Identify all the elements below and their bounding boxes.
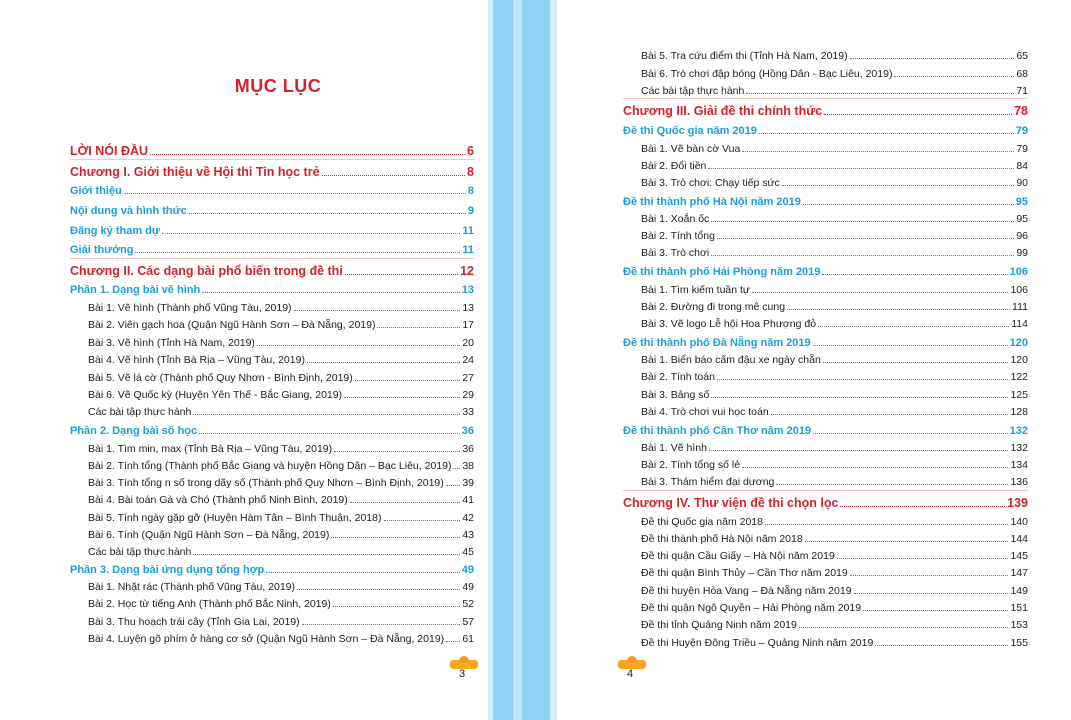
toc-entry-page: 61: [462, 633, 474, 645]
toc-entry-title: Bài 2. Đường đi trong mê cung: [641, 301, 786, 313]
toc-entry-page: 65: [1016, 50, 1028, 62]
toc-entry-page: 38: [462, 460, 474, 472]
dot-leader: [345, 274, 458, 275]
toc-entry[interactable]: [641, 406, 1028, 418]
page-number-right: 4: [627, 668, 634, 680]
dot-leader: [803, 204, 1014, 205]
toc-entry[interactable]: [88, 319, 474, 331]
toc-entry-title: Bài 1. Tìm kiếm tuần tự: [641, 284, 750, 296]
toc-entry-title: Bài 6. Vẽ Quốc kỳ (Huyện Yên Thế - Bắc Giang, 2019): [88, 389, 343, 401]
toc-entry-page: 106: [1010, 284, 1028, 296]
toc-entry-title: Bài 2. Tính tổng: [641, 230, 715, 242]
toc-entry-title: Bài 5. Tra cứu điểm thi (Tỉnh Hà Nam, 2019): [641, 50, 848, 62]
toc-entry-page: 96: [1016, 230, 1028, 242]
toc-entry-title: Đề thi Huyện Đông Triều – Quảng Ninh năm 2019: [641, 637, 874, 649]
toc-entry-title: Bài 4. Luyện gõ phím ở hàng cơ sở (Quận Ngũ Hành Sơn – Đà Nẵng, 2019): [88, 633, 445, 645]
toc-entry-page: 84: [1016, 160, 1028, 172]
dot-leader: [124, 193, 466, 194]
toc-entry-page: 147: [1010, 567, 1028, 579]
toc-entry-page: 149: [1010, 585, 1028, 597]
toc-entry-page: 13: [461, 284, 474, 296]
dot-leader: [746, 93, 1014, 94]
toc-entry-page: 36: [461, 425, 474, 437]
toc-entry-page: 132: [1009, 425, 1028, 437]
dot-leader: [446, 641, 460, 642]
toc-entry-title: Đề thi tỉnh Quảng Ninh năm 2019: [641, 619, 797, 631]
toc-entry-title: Đề thi thành phố Hà Nội năm 2019: [623, 196, 801, 208]
toc-entry-title: Bài 1. Nhặt rác (Thành phố Vũng Tàu, 2019): [88, 581, 296, 593]
toc-entry-page: 41: [462, 494, 474, 506]
dot-leader: [453, 468, 460, 469]
dot-leader: [150, 154, 465, 155]
dot-leader: [759, 133, 1014, 134]
toc-entry-title: Đề thi thành phố Hà Nội năm 2018: [641, 533, 803, 545]
toc-entry-page: 136: [1010, 476, 1028, 488]
dot-leader: [333, 606, 460, 607]
dot-leader: [193, 414, 460, 415]
toc-entry-title: Giải thưởng: [70, 244, 134, 256]
toc-entry[interactable]: [70, 225, 474, 237]
toc-entry-title: Chương III. Giải đề thi chính thức: [623, 104, 823, 118]
dot-leader: [863, 610, 1008, 611]
toc-entry-page: 79: [1016, 143, 1028, 155]
dot-leader: [307, 362, 460, 363]
toc-entry-title: Đề thi quận Bình Thủy – Cần Thơ năm 2019: [641, 567, 848, 579]
dot-leader: [711, 221, 1014, 222]
toc-entry-title: Bài 3. Vẽ hình (Tỉnh Hà Nam, 2019): [88, 337, 255, 349]
dot-leader: [377, 327, 460, 328]
toc-entry-title: Đề thi thành phố Đà Nẵng năm 2019: [623, 337, 811, 349]
toc-entry-page: 11: [462, 225, 474, 237]
toc-entry[interactable]: [641, 230, 1028, 242]
toc-entry-title: Bài 4. Vẽ hình (Tỉnh Bà Rịa – Vũng Tàu, 2019): [88, 354, 305, 366]
dot-leader: [257, 345, 460, 346]
toc-entry-page: 106: [1009, 266, 1028, 278]
toc-entry-title: Bài 5. Tính ngày gặp gỡ (Huyện Hàm Tân – Bình Thuận, 2018): [88, 512, 382, 524]
dot-leader: [799, 627, 1009, 628]
toc-entry-page: 90: [1016, 177, 1028, 189]
toc-entry-title: Đề thi huyện Hòa Vang – Đà Nẵng năm 2019: [641, 585, 852, 597]
dot-leader: [875, 645, 1008, 646]
toc-entry-page: 128: [1010, 406, 1028, 418]
dot-leader: [894, 76, 1014, 77]
toc-entry[interactable]: [88, 529, 474, 541]
toc-entry[interactable]: [641, 213, 1028, 225]
toc-entry[interactable]: [70, 425, 474, 437]
toc-entry-title: Đề thi quận Ngô Quyền – Hải Phòng năm 2019: [641, 602, 862, 614]
dot-leader: [752, 292, 1009, 293]
toc-entry-page: 27: [462, 372, 474, 384]
toc-entry[interactable]: [70, 205, 474, 217]
toc-entry-title: Nội dung và hình thức: [70, 205, 187, 217]
toc-entry-title: Chương II. Các dạng bài phổ biến trong đề thi: [70, 264, 343, 278]
toc-entry[interactable]: [70, 284, 474, 296]
toc-entry[interactable]: [88, 477, 474, 489]
toc-entry[interactable]: [70, 165, 474, 179]
dot-leader: [742, 467, 1008, 468]
toc-entry[interactable]: [641, 389, 1028, 401]
toc-entry[interactable]: [641, 442, 1028, 454]
toc-entry-title: Bài 3. Vẽ logo Lễ hội Hoa Phượng đỏ: [641, 318, 817, 330]
dot-leader: [162, 233, 460, 234]
toc-entry[interactable]: [623, 496, 1028, 510]
toc-entry[interactable]: [88, 302, 474, 314]
toc-entry-title: Các bài tập thực hành: [88, 546, 192, 558]
toc-entry-title: Bài 5. Vẽ lá cờ (Thành phố Quy Nhơn - Bình Định, 2019): [88, 372, 353, 384]
dot-leader: [708, 168, 1014, 169]
toc-entry[interactable]: [641, 85, 1028, 97]
dot-leader: [742, 151, 1014, 152]
toc-entry-page: 8: [467, 165, 474, 179]
toc-entry-page: 71: [1016, 85, 1028, 97]
dot-leader: [717, 238, 1014, 239]
toc-entry-title: Bài 4. Bài toán Gà và Chó (Thành phố Ninh Bình, 2019): [88, 494, 348, 506]
dot-leader: [813, 433, 1008, 434]
toc-entry-page: 20: [462, 337, 474, 349]
section-divider: [70, 258, 474, 259]
toc-entry-title: Phần 1. Dạng bài vẽ hình: [70, 284, 201, 296]
spine-band: [493, 0, 513, 720]
toc-entry-page: 49: [462, 581, 474, 593]
toc-entry[interactable]: [88, 372, 474, 384]
toc-entry-title: Đề thi thành phố Hải Phòng năm 2019: [623, 266, 821, 278]
toc-entry[interactable]: [88, 581, 474, 593]
toc-entry[interactable]: [641, 550, 1028, 562]
toc-entry-page: 68: [1016, 68, 1028, 80]
spine-band: [513, 0, 522, 720]
toc-entry-page: 151: [1010, 602, 1028, 614]
dot-leader: [805, 541, 1009, 542]
spine-band: [550, 0, 557, 720]
toc-entry[interactable]: [641, 637, 1028, 649]
toc-entry-page: 52: [462, 598, 474, 610]
toc-entry[interactable]: [641, 160, 1028, 172]
dot-leader: [854, 593, 1009, 594]
toc-entry-title: Bài 4. Trò chơi vui học toán: [641, 406, 769, 418]
dot-leader: [193, 554, 460, 555]
toc-entry-title: Bài 3. Tính tổng n số trong dãy số (Thành phố Quy Nhơn – Bình Định, 2019): [88, 477, 444, 489]
dot-leader: [322, 175, 466, 176]
toc-entry-title: Bài 2. Tính tổng số lẻ: [641, 459, 741, 471]
dot-leader: [302, 624, 461, 625]
dot-leader: [837, 558, 1009, 559]
page-title: MỤC LỤC: [234, 76, 322, 96]
toc-entry[interactable]: [641, 619, 1028, 631]
toc-entry[interactable]: [70, 244, 474, 256]
toc-entry[interactable]: [88, 512, 474, 524]
dot-leader: [202, 292, 460, 293]
toc-entry-title: Bài 3. Thu hoạch trái cây (Tỉnh Gia Lai, 2019): [88, 616, 300, 628]
dot-leader: [331, 537, 460, 538]
toc-entry[interactable]: [88, 354, 474, 366]
toc-entry[interactable]: [88, 598, 474, 610]
dot-leader: [446, 485, 461, 486]
dot-leader: [350, 502, 461, 503]
toc-entry-title: Đăng ký tham dự: [70, 225, 160, 237]
toc-entry[interactable]: [641, 371, 1028, 383]
toc-entry[interactable]: [623, 196, 1028, 208]
toc-entry[interactable]: [88, 494, 474, 506]
toc-entry[interactable]: [70, 144, 474, 158]
toc-entry[interactable]: [623, 104, 1028, 118]
toc-entry[interactable]: [641, 68, 1028, 80]
toc-entry[interactable]: [623, 425, 1028, 437]
toc-entry-title: Chương IV. Thư viện đề thi chọn lọc: [623, 496, 839, 510]
toc-entry[interactable]: [70, 264, 474, 278]
dot-leader: [765, 524, 1008, 525]
toc-entry-page: 153: [1010, 619, 1028, 631]
toc-entry-title: LỜI NÓI ĐẦU: [70, 144, 149, 158]
toc-entry-title: Bài 2. Đổi tiền: [641, 160, 707, 172]
dot-leader: [199, 433, 460, 434]
toc-entry-page: 120: [1010, 354, 1028, 366]
toc-entry[interactable]: [641, 318, 1028, 330]
toc-entry[interactable]: [88, 633, 474, 645]
dot-leader: [776, 484, 1008, 485]
toc-entry[interactable]: [641, 516, 1028, 528]
toc-entry-title: Bài 2. Tính toán: [641, 371, 715, 383]
toc-entry[interactable]: [88, 389, 474, 401]
toc-entry-page: 43: [462, 529, 474, 541]
toc-entry-title: Các bài tập thực hành: [641, 85, 745, 97]
dot-leader: [297, 589, 460, 590]
toc-entry-title: Phần 3. Dạng bài ứng dụng tổng hợp: [70, 564, 265, 576]
dot-leader: [850, 575, 1009, 576]
toc-entry[interactable]: [88, 546, 474, 558]
toc-entry-page: 45: [462, 546, 474, 558]
toc-entry-page: 78: [1014, 104, 1028, 118]
page-number-left: 3: [459, 668, 466, 680]
toc-entry-title: Bài 3. Bảng số: [641, 389, 710, 401]
toc-entry-title: Chương I. Giới thiệu về Hội thi Tin học trẻ: [70, 165, 320, 179]
toc-entry[interactable]: [623, 337, 1028, 349]
toc-entry[interactable]: [88, 337, 474, 349]
toc-entry-page: 99: [1016, 247, 1028, 259]
toc-entry[interactable]: [641, 354, 1028, 366]
toc-entry-title: Bài 3. Trò chơi: Chạy tiếp sức: [641, 177, 780, 189]
dot-leader: [840, 506, 1005, 507]
toc-entry[interactable]: [623, 125, 1028, 137]
toc-entry[interactable]: [641, 567, 1028, 579]
toc-entry-title: Bài 3. Thám hiểm đại dương: [641, 476, 775, 488]
dot-leader: [813, 345, 1008, 346]
toc-entry-page: 140: [1010, 516, 1028, 528]
toc-entry[interactable]: [88, 616, 474, 628]
section-divider: [623, 490, 1028, 491]
toc-entry-page: 132: [1010, 442, 1028, 454]
toc-entry[interactable]: [641, 247, 1028, 259]
toc-entry-page: 145: [1010, 550, 1028, 562]
toc-entry[interactable]: [70, 564, 474, 576]
dot-leader: [384, 520, 461, 521]
toc-entry[interactable]: [623, 266, 1028, 278]
toc-entry[interactable]: [641, 301, 1028, 313]
toc-entry-page: 120: [1009, 337, 1028, 349]
dot-leader: [294, 310, 461, 311]
toc-entry-page: 79: [1015, 125, 1028, 137]
toc-entry-page: 122: [1010, 371, 1028, 383]
toc-entry-title: Bài 6. Trò chơi đập bóng (Hồng Dân - Bạc Liêu, 2019): [641, 68, 893, 80]
toc-entry-page: 12: [460, 264, 474, 278]
section-divider: [70, 159, 474, 160]
dot-leader: [717, 379, 1009, 380]
toc-entry-title: Bài 1. Biển báo cấm đậu xe ngày chẵn: [641, 354, 821, 366]
dot-leader: [822, 274, 1007, 275]
toc-entry-page: 139: [1007, 496, 1028, 510]
toc-entry[interactable]: [641, 143, 1028, 155]
toc-entry-page: 13: [462, 302, 474, 314]
toc-entry-page: 9: [467, 205, 474, 217]
toc-entry-page: 155: [1010, 637, 1028, 649]
toc-entry-page: 33: [462, 406, 474, 418]
toc-entry-page: 36: [462, 443, 474, 455]
toc-entry[interactable]: [641, 533, 1028, 545]
dot-leader: [850, 58, 1015, 59]
dot-leader: [823, 362, 1009, 363]
toc-entry[interactable]: [641, 585, 1028, 597]
toc-entry-page: 8: [467, 185, 474, 197]
toc-entry[interactable]: [88, 443, 474, 455]
toc-entry-title: Bài 1. Vẽ hình (Thành phố Vũng Tàu, 2019): [88, 302, 292, 314]
dot-leader: [711, 255, 1014, 256]
toc-entry-title: Bài 2. Tính tổng (Thành phố Bắc Giang và huyện Hồng Dân – Bạc Liêu, 2019): [88, 460, 452, 472]
toc-entry-page: 144: [1010, 533, 1028, 545]
toc-entry-title: Bài 3. Trò chơi: [641, 247, 710, 259]
dot-leader: [334, 451, 460, 452]
section-divider: [623, 98, 1028, 99]
toc-entry-page: 49: [461, 564, 474, 576]
toc-entry-page: 6: [467, 144, 474, 158]
toc-entry-title: Bài 2. Viên gạch hoa (Quận Ngũ Hành Sơn – Đà Nẵng, 2019): [88, 319, 376, 331]
toc-entry-title: Bài 6. Tính (Quận Ngũ Hành Sơn – Đà Nẵng, 2019): [88, 529, 330, 541]
toc-entry-page: 95: [1016, 213, 1028, 225]
toc-entry[interactable]: [88, 460, 474, 472]
toc-entry-page: 17: [462, 319, 474, 331]
toc-entry-title: Đề thi Quốc gia năm 2019: [623, 125, 757, 137]
toc-entry-title: Bài 1. Vẽ hình: [641, 442, 707, 454]
toc-entry-page: 134: [1010, 459, 1028, 471]
toc-entry-title: Đề thi thành phố Cần Thơ năm 2019: [623, 425, 812, 437]
toc-entry-page: 57: [462, 616, 474, 628]
dot-leader: [189, 213, 466, 214]
dot-leader: [818, 326, 1009, 327]
toc-entry-page: 29: [462, 389, 474, 401]
toc-entry[interactable]: [641, 50, 1028, 62]
toc-entry[interactable]: [641, 476, 1028, 488]
dot-leader: [782, 185, 1015, 186]
dot-leader: [709, 450, 1009, 451]
toc-entry-page: 111: [1012, 301, 1028, 313]
toc-entry-title: Bài 1. Vẽ bàn cờ Vua: [641, 143, 741, 155]
toc-entry-title: Phần 2. Dạng bài số học: [70, 425, 198, 437]
dot-leader: [771, 414, 1009, 415]
toc-entry-page: 114: [1011, 318, 1028, 330]
dot-leader: [344, 397, 460, 398]
toc-entry-page: 24: [462, 354, 474, 366]
dot-leader: [135, 252, 460, 253]
toc-entry[interactable]: [641, 284, 1028, 296]
toc-entry-title: Bài 1. Tìm min, max (Tỉnh Bà Rịa – Vũng Tàu, 2019): [88, 443, 333, 455]
toc-entry-title: Bài 2. Học từ tiếng Anh (Thành phố Bắc Ninh, 2019): [88, 598, 331, 610]
toc-entry-page: 125: [1010, 389, 1028, 401]
toc-entry-page: 11: [462, 244, 474, 256]
dot-leader: [355, 380, 461, 381]
toc-entry[interactable]: [70, 185, 474, 197]
toc-entry[interactable]: [88, 406, 474, 418]
toc-entry-title: Các bài tập thực hành: [88, 406, 192, 418]
toc-entry-title: Đề thi quận Cầu Giấy – Hà Nội năm 2019: [641, 550, 835, 562]
toc-entry-page: 39: [462, 477, 474, 489]
dot-leader: [787, 309, 1010, 310]
toc-entry-title: Bài 1. Xoắn ốc: [641, 213, 710, 225]
dot-leader: [824, 114, 1012, 115]
toc-entry-title: Đề thi Quốc gia năm 2018: [641, 516, 763, 528]
dot-leader: [711, 397, 1008, 398]
spine-band: [522, 0, 550, 720]
toc-entry-page: 42: [462, 512, 474, 524]
toc-entry[interactable]: [641, 459, 1028, 471]
toc-entry-title: Giới thiệu: [70, 185, 122, 197]
dot-leader: [266, 572, 460, 573]
toc-entry-page: 95: [1015, 196, 1028, 208]
toc-entry[interactable]: [641, 177, 1028, 189]
toc-entry[interactable]: [641, 602, 1028, 614]
